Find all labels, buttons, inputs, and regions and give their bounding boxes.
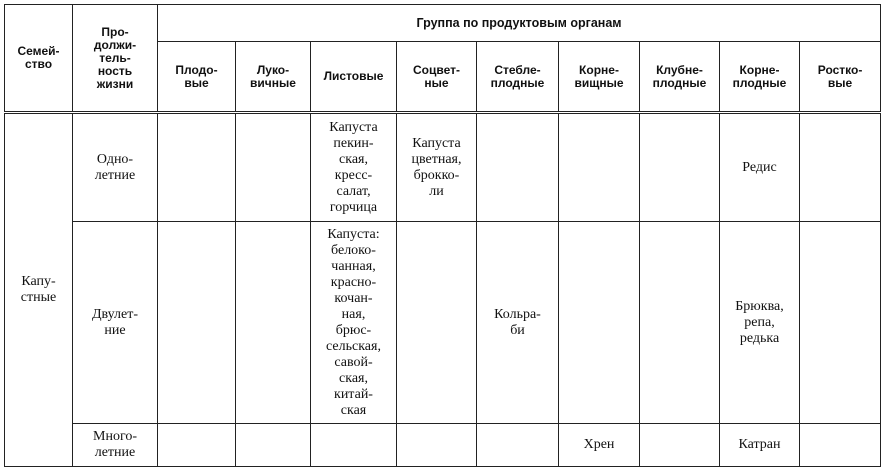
- header-organ-root: Корне- плодные: [720, 42, 800, 113]
- table-cell: [559, 113, 640, 222]
- table-cell: Брюква, репа, редька: [720, 222, 800, 424]
- table-cell: [236, 222, 311, 424]
- header-organ-rhizome: Корне- вищные: [559, 42, 640, 113]
- table-cell: [800, 424, 881, 467]
- table-cell: [477, 424, 559, 467]
- table-row: [5, 424, 881, 467]
- table-cell: [236, 113, 311, 222]
- table-cell: [311, 424, 397, 467]
- table-cell: Хрен: [559, 424, 640, 467]
- table-cell: [158, 222, 236, 424]
- header-organ-inflorescence: Соцвет- ные: [397, 42, 477, 113]
- header-organ-stem: Стебле- плодные: [477, 42, 559, 113]
- table-cell: [397, 424, 477, 467]
- header-group: Группа по продуктовым органам: [158, 5, 881, 42]
- table-cell: [640, 424, 720, 467]
- header-organ-bulb: Луко- вичные: [236, 42, 311, 113]
- table-cell: Кольра- би: [477, 222, 559, 424]
- duration-cell: Одно- летние: [73, 113, 158, 222]
- vegetable-classification-table: [4, 4, 881, 467]
- header-organ-leaf: Листовые: [311, 42, 397, 113]
- table-cell: [640, 113, 720, 222]
- header-organ-sprout: Ростко- вые: [800, 42, 881, 113]
- family-cell: Капу- стные: [5, 113, 73, 467]
- table-cell: [640, 222, 720, 424]
- table-cell: Капуста пекин- ская, кресс- салат, горчица: [311, 113, 397, 222]
- header-duration: Про- должи- тель- ность жизни: [73, 5, 158, 113]
- header-organ-fruit: Плодо- вые: [158, 42, 236, 113]
- table-cell: [158, 424, 236, 467]
- table-cell: Катран: [720, 424, 800, 467]
- table-cell: [236, 424, 311, 467]
- duration-cell: Много- летние: [73, 424, 158, 467]
- table-row: [5, 113, 881, 222]
- table-cell: [800, 113, 881, 222]
- header-organ-tuber: Клубне- плодные: [640, 42, 720, 113]
- table-cell: [158, 113, 236, 222]
- table-cell: [397, 222, 477, 424]
- table-cell: [559, 222, 640, 424]
- table-cell: Капуста цветная, брокко- ли: [397, 113, 477, 222]
- table-cell: Редис: [720, 113, 800, 222]
- table-cell: [800, 222, 881, 424]
- table-cell: [477, 113, 559, 222]
- table-row: [5, 222, 881, 424]
- duration-cell: Двулет- ние: [73, 222, 158, 424]
- table-cell: Капуста: белоко- чанная, красно- кочан- ная, брюс- сельская, савой- ская, китай- ская: [311, 222, 397, 424]
- header-family: Семей- ство: [5, 5, 73, 113]
